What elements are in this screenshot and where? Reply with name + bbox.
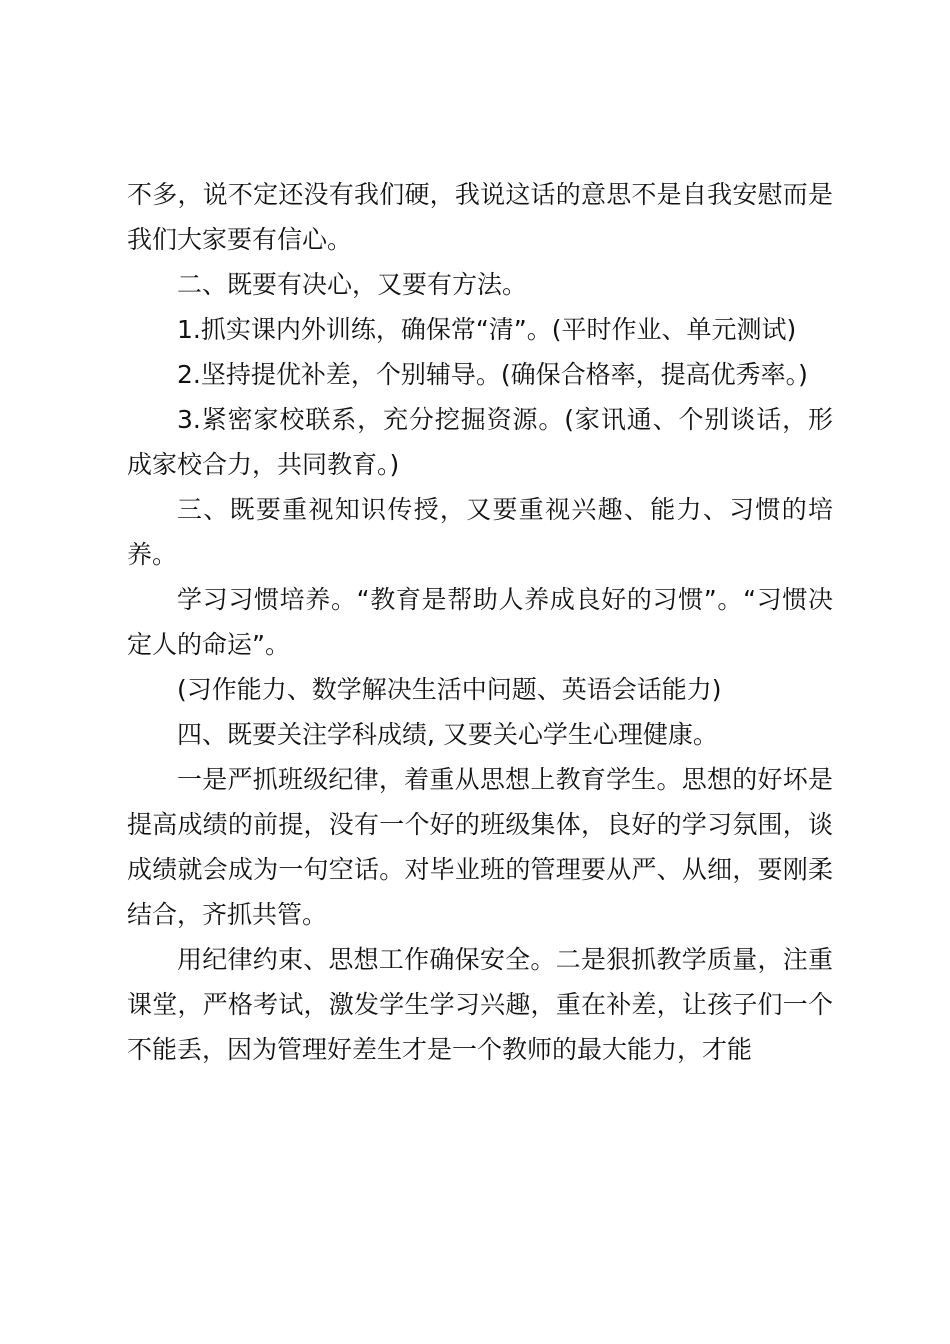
paragraph-8: (习作能力、数学解决生活中问题、英语会话能力) — [177, 675, 722, 704]
paragraph-7: 学习习惯培养。“教育是帮助人养成良好的习惯”。“习惯决定人的命运”。 — [127, 585, 833, 659]
document-body — [127, 172, 833, 1072]
paragraph-9: 四、既要关注学科成绩, 又要关心学生心理健康。 — [177, 720, 718, 749]
paragraph-5: 3.紧密家校联系，充分挖掘资源。(家讯通、个别谈话，形成家校合力，共同教育。) — [127, 405, 833, 479]
paragraph-10: 一是严抓班级纪律，着重从思想上教育学生。思想的好坏是提高成绩的前提，没有一个好的班级集体，良好的学习氛围，谈成绩就会成为一句空话。对毕业班的管理要从严、从细，要刚柔结合，齐抓共管。 — [127, 765, 833, 929]
paragraph-1: 不多，说不定还没有我们硬，我说这话的意思不是自我安慰而是我们大家要有信心。 — [127, 180, 833, 254]
paragraph-3: 1.抓实课内外训练，确保常“清”。(平时作业、单元测试) — [177, 315, 797, 344]
paragraph-6: 三、既要重视知识传授，又要重视兴趣、能力、习惯的培养。 — [127, 495, 833, 569]
paragraph-2: 二、既要有决心，又要有方法。 — [177, 270, 528, 299]
paragraph-11: 用纪律约束、思想工作确保安全。二是狠抓教学质量，注重课堂，严格考试，激发学生学习兴趣，重在补差，让孩子们一个不能丢，因为管理好差生才是一个教师的最大能力，才能 — [127, 945, 833, 1064]
paragraph-4: 2.坚持提优补差，个别辅导。(确保合格率，提高优秀率。) — [177, 360, 808, 389]
